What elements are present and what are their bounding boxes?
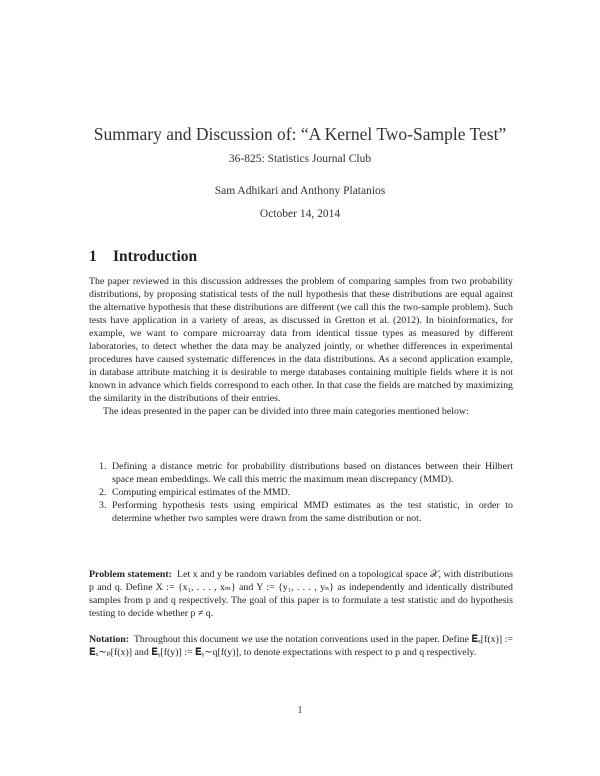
section-heading <box>89 248 197 266</box>
list-item <box>89 500 513 526</box>
contributions-list <box>89 461 513 526</box>
problem-statement-label: Problem statement: <box>89 569 172 580</box>
intro-text <box>89 276 513 418</box>
notation-label: Notation: <box>89 634 130 645</box>
intro-paragraph-1: The paper reviewed in this discussion addresses the problem of comparing samples from two probability distributions, by proposing statistical tests of the null hypothesis that these distributions are equal against the alternative hypothesis that these distributions are different (we call this the two-sample problem). Such tests have application in a variety of areas, as discussed in Gretton et al. (2012). In bioinformatics, for example, we want to compare microarray data from identical tissue types as measured by different laboratories, to detect whether the data may be analyzed jointly, or whether differences in experimental procedures have caused systematic differences in the data distributions. As a second application example, in database attribute matching it is desirable to merge databases containing multiple fields where it is not known in advance which fields correspond to each other. In that case the fields are matched by maximizing the similarity in the distributions of their entries. <box>89 276 513 404</box>
list-item <box>89 461 513 487</box>
paper-date: October 14, 2014 <box>259 208 341 220</box>
list-item <box>89 487 513 500</box>
section-title: Introduction <box>113 248 198 265</box>
problem-statement-text: Let x and y be random variables defined on a topological space 𝒳, with distributions p and q. Define X := {x₁, . . . , xₘ} and Y := {y₁, . . . , yₙ} as independently and identically distributed samples from p and q respectively. The goal of this paper is to formulate a test statistic and do hypothesis testing to decide whether p ≠ q. <box>89 569 513 619</box>
paper-title: Summary and Discussion of: “A Kernel Two-Sample Test” <box>93 124 507 144</box>
list-marker: 2. <box>99 486 107 498</box>
page-number: 1 <box>297 705 303 716</box>
list-item-text: Computing empirical estimates of the MMD. <box>112 486 291 498</box>
list-item-text: Defining a distance metric for probability distributions based on distances between their Hilbert space mean embeddings. We call this metric the maximum mean discrepancy (MMD). <box>112 461 513 485</box>
list-marker: 3. <box>99 499 107 511</box>
list-item-text: Performing hypothesis tests using empirical MMD estimates as the test statistic, in order to determine whether two samples were drawn from the same distribution or not. <box>112 499 513 524</box>
notation-paragraph <box>89 634 513 660</box>
section-number: 1 <box>89 248 97 265</box>
paper-authors: Sam Adhikari and Anthony Platanios <box>214 185 386 197</box>
intro-paragraph-2: The ideas presented in the paper can be divided into three main categories mentioned below: <box>103 405 469 417</box>
list-marker: 1. <box>99 461 107 472</box>
notation-text: Throughout this document we use the notation conventions used in the paper. Define 𝐄ₓ[f(x)] := 𝐄ₓ∼ₚ[f(x)] and 𝐄ᵧ[f(y)] := 𝐄ᵧ∼q[f(y)], to denote expectations with respect to p and q respectively. <box>89 634 513 658</box>
paper-subtitle: 36-825: Statistics Journal Club <box>228 153 372 165</box>
problem-statement <box>89 569 513 621</box>
